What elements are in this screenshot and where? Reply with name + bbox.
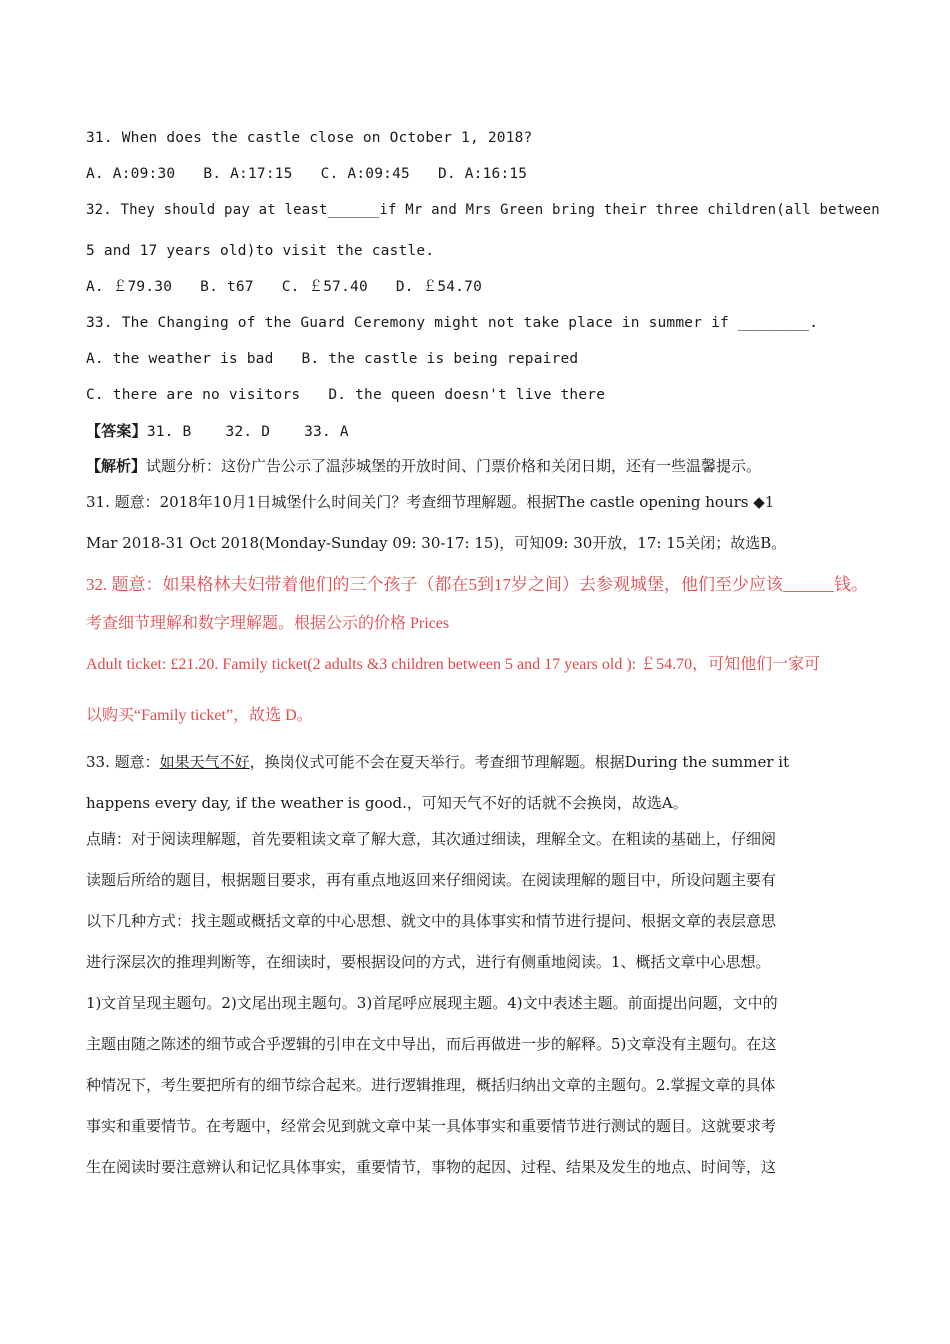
tips-line: 以下几种方式：找主题或概括文章的中心思想、就文中的具体事实和情节进行提问、根据文章的表层意思: [86, 912, 777, 930]
q32-stem-line1: 32. They should pay at least______if Mr and Mrs Green bring their three children(all between: [86, 202, 880, 218]
q31-option-d: D. A:16:15: [437, 166, 528, 182]
q33-option-d: D. the queen doesn't live there: [328, 387, 606, 403]
tips-line: 种情况下，考生要把所有的细节综合起来。进行逻辑推理，概括归纳出文章的主题句。2.掌握文章的具体: [86, 1076, 776, 1094]
q32-stem-line2: 5 and 17 years old)to visit the castle.: [86, 243, 435, 259]
analysis-33-line1: 33. 题意：如果天气不好，换岗仪式可能不会在夏天举行。考查细节理解题。根据During the summer it: [86, 753, 790, 771]
answer-32: 32. D: [225, 424, 271, 440]
q33-option-b: B. the castle is being repaired: [301, 351, 579, 367]
analysis-31-line1: 31. 题意：2018年10月1日城堡什么时间关门？考查细节理解题。根据The castle opening hours ◆1: [86, 493, 775, 511]
analysis-intro: 【解析】试题分析：这份广告公示了温莎城堡的开放时间、门票价格和关闭日期，还有一些温馨提示。: [86, 457, 762, 475]
answer-33: 33. A: [304, 424, 349, 440]
q32-options: [86, 277, 510, 297]
q33-option-c: C. there are no visitors: [86, 387, 301, 403]
tips-line: 事实和重要情节。在考题中，经常会见到就文章中某一具体事实和重要情节进行测试的题目。这就要求考: [86, 1117, 777, 1135]
q33-options-cd: [86, 385, 605, 405]
tips-line: 进行深层次的推理判断等，在细读时，要根据设问的方式，进行有侧重地阅读。1、概括文章中心思想。: [86, 953, 771, 971]
analysis-32-line2: 考查细节理解和数字理解题。根据公示的价格 Prices: [86, 615, 450, 632]
q31-stem: 31. When does the castle close on October 1, 2018?: [86, 130, 533, 146]
analysis-32-line4: 以购买“Family ticket”，故选 D。: [86, 707, 313, 724]
q32-option-b: B. t67: [200, 279, 254, 295]
tips-line: 1)文首呈现主题句。2)文尾出现主题句。3)首尾呼应展现主题。4)文中表述主题。前面提出问题，文中的: [86, 994, 778, 1012]
q32-option-c: C. ￡57.40: [281, 279, 368, 295]
answer-31: 31. B: [146, 424, 192, 440]
q32-option-d: D. ￡54.70: [395, 279, 483, 295]
analysis-33-line2: happens every day, if the weather is good.，可知天气不好的话就不会换岗，故选A。: [86, 794, 688, 812]
tips-line: 生在阅读时要注意辨认和记忆具体事实，重要情节，事物的起因、过程、结果及发生的地点、时间等，这: [86, 1158, 777, 1176]
q31-option-a: A. A:09:30: [86, 166, 176, 182]
answer-label: 【答案】: [86, 422, 147, 440]
q31-option-c: C. A:09:45: [320, 166, 410, 182]
underlined-phrase: 如果天气不好: [159, 753, 250, 771]
tips-line: 点睛：对于阅读理解题，首先要粗读文章了解大意，其次通过细读，理解全文。在粗读的基础上，仔细阅: [86, 830, 777, 848]
analysis-32-line3: Adult ticket: £21.20. Family ticket(2 adults &3 children between 5 and 17 years old ): ￡54.70，可知他们一家可: [86, 656, 821, 673]
analysis-label: 【解析】: [86, 457, 147, 475]
q33-stem: 33. The Changing of the Guard Ceremony might not take place in summer if ________.: [86, 315, 819, 331]
q31-option-b: B. A:17:15: [203, 166, 293, 182]
q31-options: [86, 164, 555, 184]
tips-line: 主题由随之陈述的细节或合乎逻辑的引申在文中导出，而后再做进一步的解释。5)文章没有主题句。在这: [86, 1035, 777, 1053]
answer-line: [86, 421, 349, 442]
q32-option-a: A. ￡79.30: [86, 279, 173, 295]
q33-option-a: A. the weather is bad: [86, 351, 274, 367]
analysis-31-line2: Mar 2018-31 Oct 2018(Monday-Sunday 09: 30-17: 15)，可知09: 30开放，17: 15关闭；故选B。: [86, 534, 787, 552]
q33-options-ab: [86, 349, 578, 369]
tips-line: 读题后所给的题目，根据题目要求，再有重点地返回来仔细阅读。在阅读理解的题目中，所设问题主要有: [86, 871, 777, 889]
analysis-32-line1: 32. 题意：如果格林夫妇带着他们的三个孩子（都在5到17岁之间）去参观城堡，他们至少应该______钱。: [86, 575, 868, 594]
